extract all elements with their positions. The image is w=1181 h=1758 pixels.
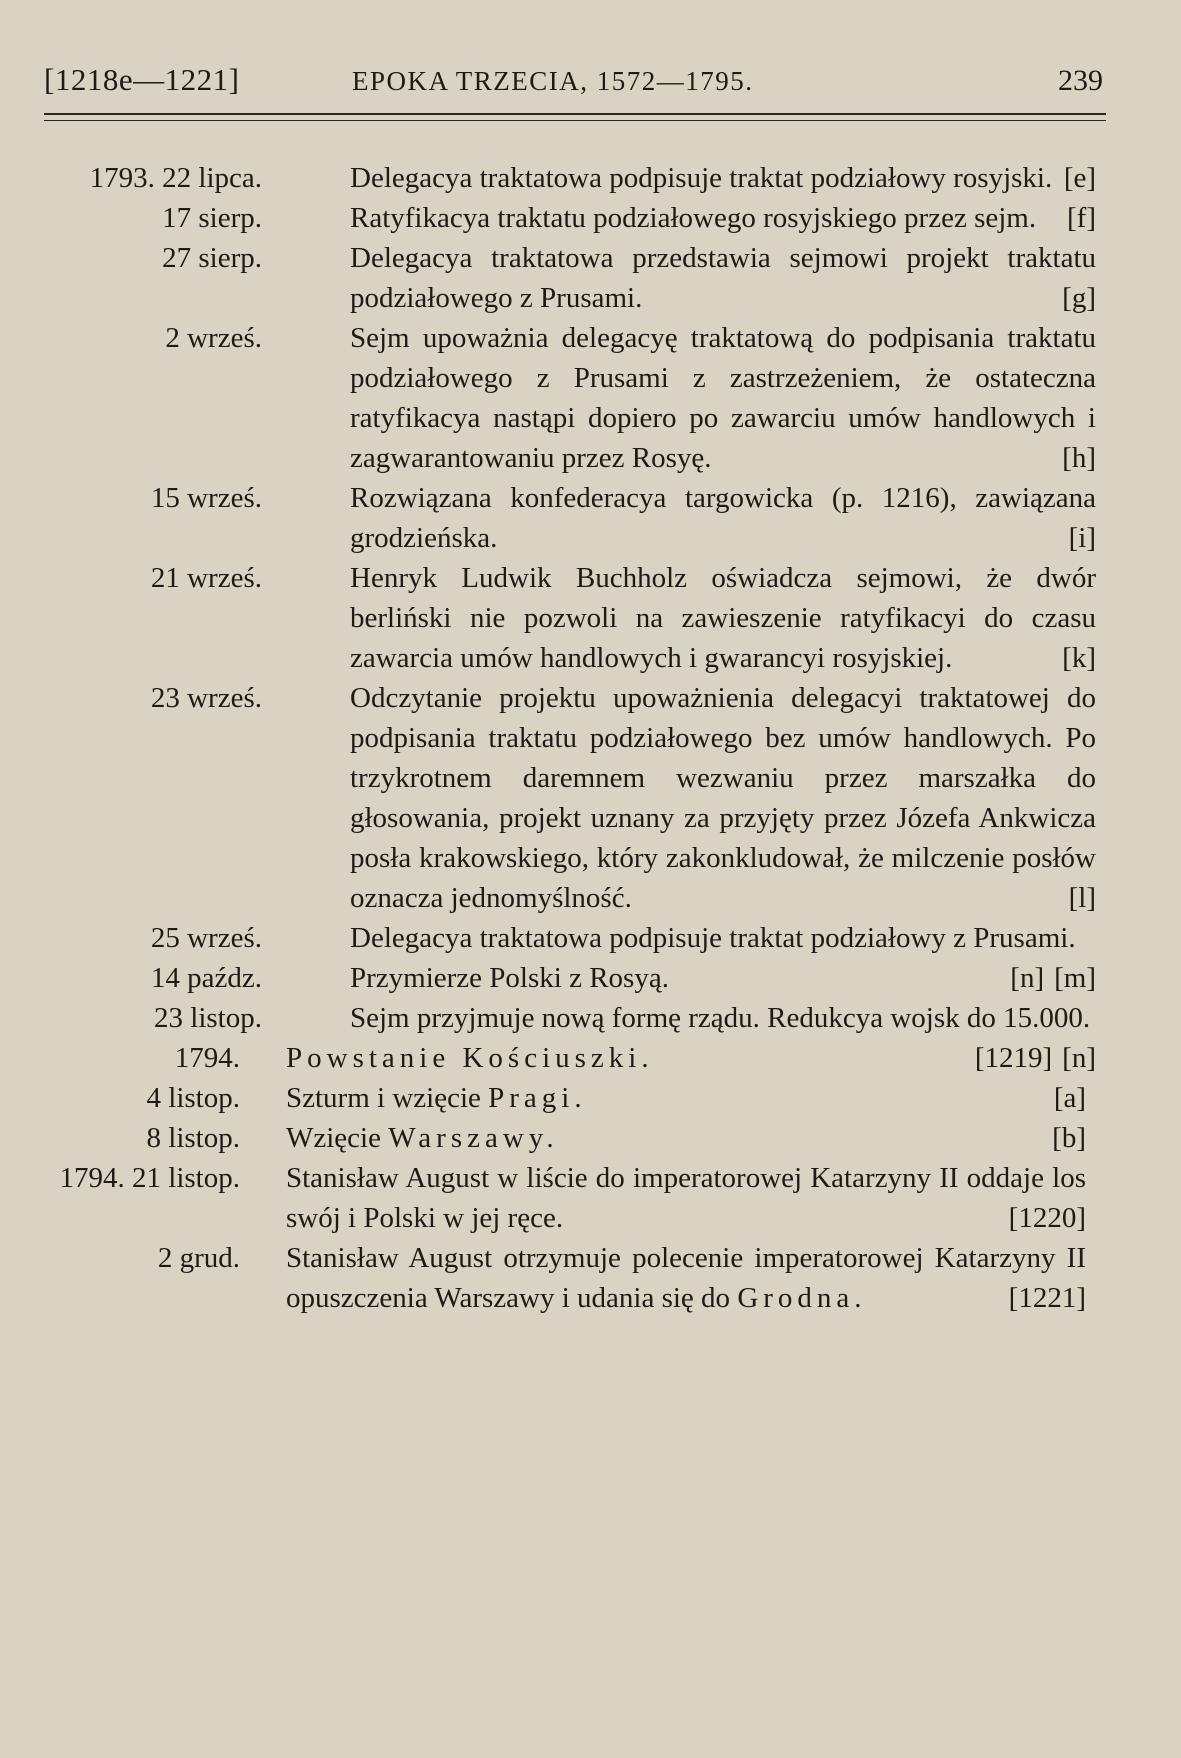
entry-body-pre: Stanisław August otrzymuje polecenie imperatorowej Katarzyny II opuszczenia Warszawy i udania się do xyxy=(286,1242,1086,1314)
entry-ref: [i] xyxy=(1068,522,1096,554)
entry-8-listop xyxy=(0,1118,1181,1158)
entry-body-spaced: Pragi. xyxy=(488,1082,587,1114)
entry-body: Odczytanie projektu upoważnienia delegacyi traktatowej do podpisania traktatu podziałowego bez umów handlowych. Po trzykrotnem daremnem wezwaniu przez marszałka do głosowania, projekt uznany za przyjęty przez Józefa Ankwicza posła krakowskiego, który zakonkludował, że milczenie posłów oznacza jednomyślność. xyxy=(350,682,1096,914)
entry-date: 15 wrześ. xyxy=(150,482,262,514)
page-number: 239 xyxy=(1058,64,1103,97)
entry-text xyxy=(286,1078,1086,1118)
entry-body: Stanisław August w liście do imperatorowej Katarzyny II oddaje los swój i Polski w jej ręce. xyxy=(286,1162,1086,1234)
header-title: EPOKA TRZECIA, 1572—1795. xyxy=(352,66,754,96)
running-header xyxy=(0,62,1181,112)
entry-text xyxy=(350,238,1096,318)
entry-4-listop xyxy=(0,1078,1181,1118)
entry-body-spaced: Powstanie Kościuszki. xyxy=(286,1042,654,1074)
entry-body: Delegacya traktatowa przedstawia sejmowi projekt traktatu podziałowego z Prusami. xyxy=(350,242,1096,314)
entry-ref: [b] xyxy=(1052,1122,1086,1154)
entry-text xyxy=(350,958,1096,998)
entry-ref: [k] xyxy=(1062,642,1096,674)
entry-date: 27 sierp. xyxy=(162,242,262,274)
entry-date: 4 listop. xyxy=(146,1082,240,1114)
entry-ref: [f] xyxy=(1067,202,1096,234)
entry-ref: [g] xyxy=(1062,282,1096,314)
entry-body: Sejm upoważnia delegacyę traktatową do podpisania traktatu podziałowego z Prusami z zastrzeżeniem, że ostateczna ratyfikacya nastąpi dopiero po zawarciu umów handlowych i zagwarantowaniu przez Rosyę. xyxy=(350,322,1096,474)
entry-date: 23 wrześ. xyxy=(150,682,262,714)
entry-ref: [e] xyxy=(1063,162,1096,194)
entry-body-pre: Wzięcie xyxy=(286,1122,389,1154)
entry-date: 8 listop. xyxy=(146,1122,240,1154)
entry-body: Delegacya traktatowa podpisuje traktat podziałowy rosyjski. xyxy=(350,162,1053,194)
entry-ref: [n] xyxy=(1062,1042,1096,1074)
entry-ref: [1220] xyxy=(1008,1202,1086,1234)
entry-text xyxy=(350,678,1096,918)
entry-21-wrzes xyxy=(0,558,1181,678)
entry-1794-21-listop xyxy=(0,1158,1181,1238)
header-rule-thick xyxy=(44,113,1106,115)
entry-text xyxy=(286,1038,1086,1078)
entry-1793-22-lipca xyxy=(0,158,1181,198)
entry-body-spaced: Warszawy. xyxy=(388,1122,559,1154)
entry-text xyxy=(286,1238,1086,1318)
entry-body: Rozwiązana konfederacya targowicka (p. 1216), zawiązana grodzieńska. xyxy=(350,482,1096,554)
entry-23-wrzes xyxy=(0,678,1181,918)
entry-body: Henryk Ludwik Buchholz oświadcza sejmowi, że dwór berliński nie pozwoli na zawieszenie ratyfikacyi do czasu zawarcia umów handlowych i gwarancyi rosyjskiej. xyxy=(350,562,1096,674)
entry-date: 17 sierp. xyxy=(162,202,262,234)
entry-ref: [n] xyxy=(1010,962,1045,994)
header-range: [1218e—1221] xyxy=(44,62,240,97)
entry-2-grud xyxy=(0,1238,1181,1318)
entry-text xyxy=(350,478,1096,558)
entry-17-sierp xyxy=(0,198,1181,238)
entry-date: 23 listop. xyxy=(154,1002,262,1034)
entry-ref: [a] xyxy=(1053,1082,1086,1114)
entry-ref: [h] xyxy=(1062,442,1096,474)
entry-ref: [l] xyxy=(1068,882,1096,914)
entry-1794 xyxy=(0,1038,1181,1078)
entry-ref: [1219] xyxy=(974,1042,1053,1074)
entry-body: Przymierze Polski z Rosyą. xyxy=(350,962,669,994)
entry-15-wrzes xyxy=(0,478,1181,558)
chronology-list xyxy=(0,158,1181,1318)
entry-text xyxy=(350,558,1096,678)
entry-2-wrzes xyxy=(0,318,1181,478)
entry-text xyxy=(350,158,1096,198)
entry-text xyxy=(350,318,1096,478)
entry-date: 1794. xyxy=(174,1042,240,1074)
entry-body-pre: Szturm i wzięcie xyxy=(286,1082,489,1114)
entry-date: 2 wrześ. xyxy=(165,322,262,354)
entry-ref: [m] xyxy=(1054,962,1096,994)
entry-date: 1793. 22 lipca. xyxy=(89,162,262,194)
entry-text xyxy=(350,198,1096,238)
entry-body: Ratyfikacya traktatu podziałowego rosyjskiego przez sejm. xyxy=(350,202,1037,234)
entry-body: Sejm przyjmuje nową formę rządu. Redukcya wojsk do 15.000. xyxy=(350,1002,1091,1034)
entry-date: 21 wrześ. xyxy=(150,562,262,594)
entry-date: 25 wrześ. xyxy=(150,922,262,954)
entry-date: 14 paźdz. xyxy=(150,962,262,994)
entry-date: 2 grud. xyxy=(157,1242,240,1274)
entry-text xyxy=(286,1158,1086,1238)
header-rule-thin xyxy=(44,120,1106,121)
entry-text xyxy=(286,1118,1086,1158)
entry-ref: [1221] xyxy=(1008,1282,1086,1314)
entry-body: Delegacya traktatowa podpisuje traktat podziałowy z Prusami. xyxy=(350,922,1076,954)
entry-27-sierp xyxy=(0,238,1181,318)
entry-14-pazdz xyxy=(0,958,1181,998)
entry-date: 1794. 21 listop. xyxy=(59,1162,240,1194)
entry-body-spaced: Grodna. xyxy=(737,1282,867,1314)
